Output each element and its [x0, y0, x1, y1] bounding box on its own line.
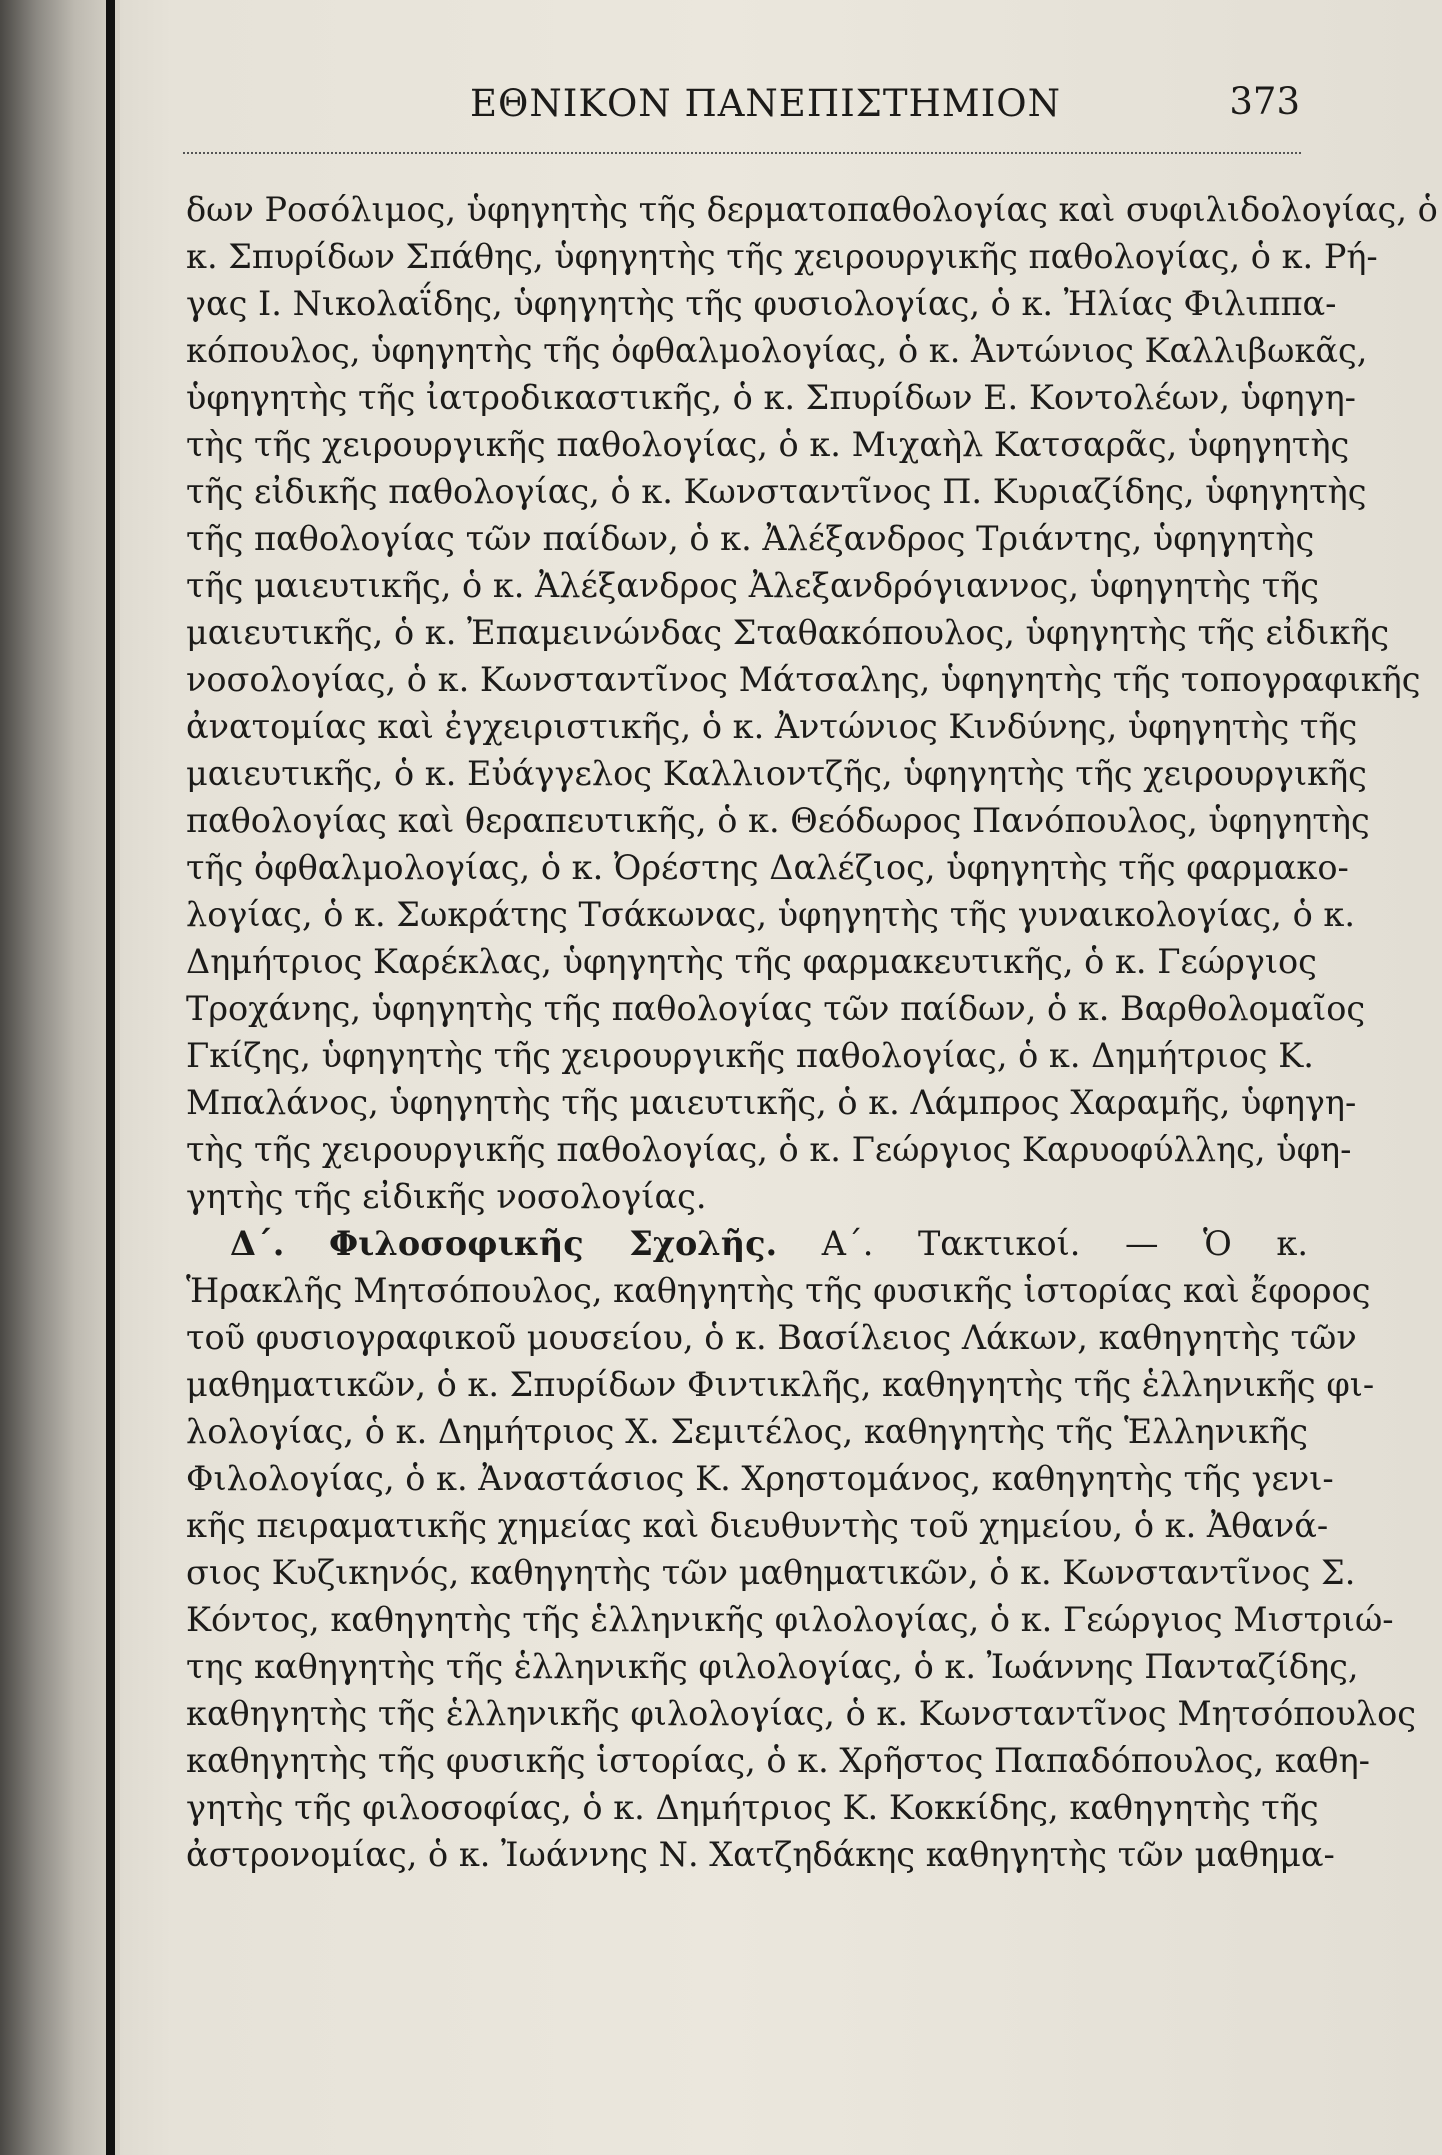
- text-line: καθηγητὴς τῆς ἑλληνικῆς φιλολογίας, ὁ κ. Κωνσταντῖνος Μητσόπουλος: [186, 1694, 1416, 1733]
- text-line: λολογίας, ὁ κ. Δημήτριος Χ. Σεμιτέλος, καθηγητὴς τῆς Ἑλληνικῆς: [186, 1412, 1308, 1451]
- page-header: [190, 82, 1300, 146]
- text-line: καθηγητὴς τῆς φυσικῆς ἱστορίας, ὁ κ. Χρῆστος Παπαδόπουλος, καθη-: [186, 1741, 1370, 1780]
- text-line: Δημήτριος Καρέκλας, ὑφηγητὴς τῆς φαρμακευτικῆς, ὁ κ. Γεώργιος: [186, 942, 1317, 981]
- section-number: Δ΄.: [230, 1224, 285, 1263]
- text-line: μαιευτικῆς, ὁ κ. Ἐπαμεινώνδας Σταθακόπουλος, ὑφηγητὴς τῆς εἰδικῆς: [186, 613, 1390, 652]
- text-line: τὴς τῆς χειρουργικῆς παθολογίας, ὁ κ. Μιχαὴλ Κατσαρᾶς, ὑφηγητὴς: [186, 425, 1350, 464]
- text-line: Μπαλάνος, ὑφηγητὴς τῆς μαιευτικῆς, ὁ κ. Λάμπρος Χαραμῆς, ὑφηγη-: [186, 1083, 1357, 1122]
- text-line: ὑφηγητὴς τῆς ἰατροδικαστικῆς, ὁ κ. Σπυρίδων Ε. Κοντολέων, ὑφηγη-: [186, 378, 1356, 417]
- text-line: τοῦ φυσιογραφικοῦ μουσείου, ὁ κ. Βασίλειος Λάκων, καθηγητὴς τῶν: [186, 1318, 1357, 1357]
- text-line: γητὴς τῆς φιλοσοφίας, ὁ κ. Δημήτριος Κ. Κοκκίδης, καθηγητὴς τῆς: [186, 1788, 1319, 1827]
- binding-edge: [106, 0, 115, 2155]
- text-line: της καθηγητὴς τῆς ἑλληνικῆς φιλολογίας, ὁ κ. Ἰωάννης Πανταζίδης,: [186, 1647, 1359, 1686]
- body-text: [186, 186, 1438, 1878]
- text-line: μαθηματικῶν, ὁ κ. Σπυρίδων Φιντικλῆς, καθηγητὴς τῆς ἑλληνικῆς φι-: [186, 1365, 1375, 1404]
- section-heading-line: [186, 1220, 1308, 1267]
- section-title: Φιλοσοφικῆς Σχολῆς.: [328, 1224, 778, 1263]
- text-line: κ. Σπυρίδων Σπάθης, ὑφηγητὴς τῆς χειρουργικῆς παθολογίας, ὁ κ. Ρή-: [186, 237, 1378, 276]
- page-number: 373: [1229, 80, 1300, 123]
- text-line: γητὴς τῆς εἰδικῆς νοσολογίας.: [186, 1177, 707, 1216]
- text-line: τῆς μαιευτικῆς, ὁ κ. Ἀλέξανδρος Ἀλεξανδρόγιαννος, ὑφηγητὴς τῆς: [186, 566, 1320, 605]
- text-line: κῆς πειραματικῆς χημείας καὶ διευθυντὴς τοῦ χημείου, ὁ κ. Ἀθανά-: [186, 1506, 1329, 1545]
- text-line: νοσολογίας, ὁ κ. Κωνσταντῖνος Μάτσαλης, ὑφηγητὴς τῆς τοπογραφικῆς: [186, 660, 1421, 699]
- book-gutter-shadow: [0, 0, 120, 2155]
- text-line: ἀστρονομίας, ὁ κ. Ἰωάννης Ν. Χατζηδάκης καθηγητὴς τῶν μαθημα-: [186, 1835, 1335, 1874]
- text-line: Γκίζης, ὑφηγητὴς τῆς χειρουργικῆς παθολογίας, ὁ κ. Δημήτριος Κ.: [186, 1036, 1314, 1075]
- text-line: δων Ροσόλιμος, ὑφηγητὴς τῆς δερματοπαθολογίας καὶ συφιλιδολογίας, ὁ: [186, 190, 1438, 229]
- text-line: ἀνατομίας καὶ ἐγχειριστικῆς, ὁ κ. Ἀντώνιος Κινδύνης, ὑφηγητὴς τῆς: [186, 707, 1358, 746]
- text-line: μαιευτικῆς, ὁ κ. Εὐάγγελος Καλλιοντζῆς, ὑφηγητὴς τῆς χειρουργικῆς: [186, 754, 1367, 793]
- running-title: ΕΘΝΙΚΟΝ ΠΑΝΕΠΙΣΤΗΜΙΟΝ: [470, 82, 1062, 125]
- text-line: Κόντος, καθηγητὴς τῆς ἑλληνικῆς φιλολογίας, ὁ κ. Γεώργιος Μιστριώ-: [186, 1600, 1394, 1639]
- text-line: λογίας, ὁ κ. Σωκράτης Τσάκωνας, ὑφηγητὴς τῆς γυναικολογίας, ὁ κ.: [186, 895, 1355, 934]
- text-line: σιος Κυζικηνός, καθηγητὴς τῶν μαθηματικῶν, ὁ κ. Κωνσταντῖνος Σ.: [186, 1553, 1356, 1592]
- section-subtitle: Α΄. Τακτικοί. — Ὁ κ.: [821, 1224, 1308, 1263]
- text-line: Τροχάνης, ὑφηγητὴς τῆς παθολογίας τῶν παίδων, ὁ κ. Βαρθολομαῖος: [186, 989, 1366, 1028]
- text-line: τῆς παθολογίας τῶν παίδων, ὁ κ. Ἀλέξανδρος Τριάντης, ὑφηγητὴς: [186, 519, 1315, 558]
- text-line: Ἡρακλῆς Μητσόπουλος, καθηγητὴς τῆς φυσικῆς ἱστορίας καὶ ἔφορος: [186, 1271, 1371, 1310]
- header-rule: [183, 152, 1301, 154]
- text-line: γας Ι. Νικολαΐδης, ὑφηγητὴς τῆς φυσιολογίας, ὁ κ. Ἠλίας Φιλιππα-: [186, 284, 1337, 323]
- text-line: παθολογίας καὶ θεραπευτικῆς, ὁ κ. Θεόδωρος Πανόπουλος, ὑφηγητὴς: [186, 801, 1370, 840]
- text-line: Φιλολογίας, ὁ κ. Ἀναστάσιος Κ. Χρηστομάνος, καθηγητὴς τῆς γενι-: [186, 1459, 1334, 1498]
- text-line: τῆς εἰδικῆς παθολογίας, ὁ κ. Κωνσταντῖνος Π. Κυριαζίδης, ὑφηγητὴς: [186, 472, 1367, 511]
- text-line: κόπουλος, ὑφηγητὴς τῆς ὀφθαλμολογίας, ὁ κ. Ἀντώνιος Καλλιβωκᾶς,: [186, 331, 1368, 370]
- text-line: τὴς τῆς χειρουργικῆς παθολογίας, ὁ κ. Γεώργιος Καρυοφύλλης, ὑφη-: [186, 1130, 1352, 1169]
- text-line: τῆς ὀφθαλμολογίας, ὁ κ. Ὀρέστης Δαλέζιος, ὑφηγητὴς τῆς φαρμακο-: [186, 848, 1349, 887]
